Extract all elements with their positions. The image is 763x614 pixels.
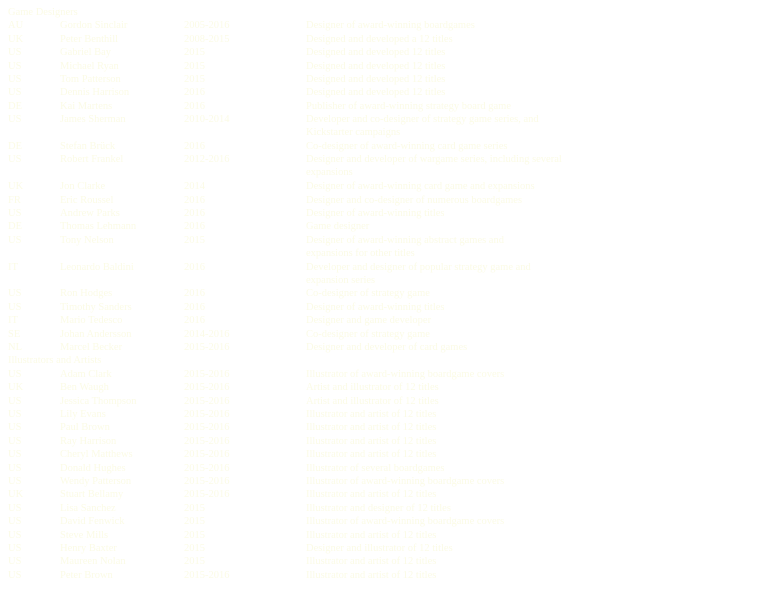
description-line: Designer and co-designer of numerous boardgames bbox=[306, 194, 523, 206]
list-item bbox=[0, 488, 763, 501]
country-code: UK bbox=[8, 181, 24, 193]
person-name: Donald Hughes bbox=[60, 462, 126, 474]
description-line: Designer of award-winning titles bbox=[306, 208, 445, 219]
person-name: Peter Brown bbox=[60, 569, 113, 581]
person-name: Eric Roussel bbox=[60, 194, 114, 206]
description bbox=[306, 100, 756, 113]
description bbox=[306, 341, 756, 354]
years-range: 2015-2016 bbox=[184, 422, 230, 434]
person-name: Adam Clark bbox=[60, 368, 112, 380]
years-range: 2016 bbox=[184, 208, 205, 219]
description bbox=[306, 314, 756, 327]
person-name: Andrew Parks bbox=[60, 208, 120, 219]
list-item bbox=[0, 301, 763, 314]
description-line: Designer of award-winning card game and expansions bbox=[306, 181, 535, 193]
person-name: Stefan Brück bbox=[60, 141, 116, 152]
country-code: IT bbox=[8, 315, 18, 327]
person-name: Paul Brown bbox=[60, 422, 110, 434]
list-item bbox=[0, 113, 763, 140]
country-code: US bbox=[8, 516, 22, 528]
country-code: FR bbox=[8, 194, 21, 206]
description bbox=[306, 395, 756, 408]
years-range: 2008-2015 bbox=[184, 33, 230, 45]
description-line: Developer and designer of popular strategy game and bbox=[306, 261, 531, 273]
list-item bbox=[0, 569, 763, 582]
country-code: US bbox=[8, 409, 22, 420]
description-line: Designed and developed 12 titles bbox=[306, 87, 446, 99]
years-range: 2015-2016 bbox=[184, 462, 230, 474]
description bbox=[306, 301, 756, 314]
description-line: Designer and game developer bbox=[306, 315, 432, 327]
person-name: Stuart Bellamy bbox=[60, 489, 124, 501]
description-line: Illustrator of award-winning boardgame covers bbox=[306, 516, 505, 528]
years-range: 2010-2014 bbox=[184, 114, 230, 126]
country-code: US bbox=[8, 234, 22, 246]
country-code: US bbox=[8, 154, 22, 166]
country-code: US bbox=[8, 74, 22, 85]
list-item bbox=[0, 60, 763, 73]
person-name: Dennis Harrison bbox=[60, 87, 130, 99]
description bbox=[306, 140, 756, 153]
person-name: Gabriel Bay bbox=[60, 47, 112, 59]
list-item bbox=[0, 314, 763, 327]
country-code: US bbox=[8, 556, 22, 568]
list-item bbox=[0, 153, 763, 180]
description-line: Illustrator and artist of 12 titles bbox=[306, 529, 437, 541]
person-name: Timothy Sanders bbox=[60, 301, 132, 313]
person-name: Peter Benthill bbox=[60, 33, 119, 45]
description bbox=[306, 33, 756, 46]
description-line: Publisher of award-winning strategy board game bbox=[306, 100, 511, 112]
years-range: 2016 bbox=[184, 301, 205, 313]
list-item bbox=[0, 207, 763, 220]
description-line: Co-designer of strategy game bbox=[306, 328, 430, 340]
description bbox=[306, 113, 756, 139]
description-line: Artist and illustrator of 12 titles bbox=[306, 395, 439, 407]
description-line: Illustrator and artist of 12 titles bbox=[306, 489, 437, 501]
years-range: 2015 bbox=[184, 234, 205, 246]
description bbox=[306, 569, 756, 582]
person-name: Ray Harrison bbox=[60, 435, 117, 447]
description-line: Game designer bbox=[306, 221, 370, 233]
description bbox=[306, 261, 756, 287]
years-range: 2015-2016 bbox=[184, 342, 230, 353]
list-item bbox=[0, 287, 763, 300]
person-name: Maureen Nolan bbox=[60, 556, 126, 568]
description bbox=[306, 19, 756, 32]
description-line: Designed and developed a 12 titles bbox=[306, 33, 453, 45]
years-range: 2015-2016 bbox=[184, 569, 230, 581]
description bbox=[306, 60, 756, 73]
list-item bbox=[0, 341, 763, 354]
description-line: Illustrator and artist of 12 titles bbox=[306, 449, 437, 461]
country-code: US bbox=[8, 87, 22, 99]
description-line: Designer and illustrator of 12 titles bbox=[306, 543, 453, 554]
description-line: Designer of award-winning abstract games and bbox=[306, 234, 504, 246]
description bbox=[306, 421, 756, 434]
years-range: 2016 bbox=[184, 141, 205, 152]
list-item bbox=[0, 86, 763, 99]
person-name: Jon Clarke bbox=[60, 181, 106, 193]
years-range: 2005-2016 bbox=[184, 20, 230, 32]
years-range: 2016 bbox=[184, 221, 205, 233]
list-item bbox=[0, 435, 763, 448]
description-line: Illustrator and designer of 12 titles bbox=[306, 502, 451, 514]
description-line: Illustrator and artist of 12 titles bbox=[306, 556, 437, 568]
years-range: 2015 bbox=[184, 47, 205, 59]
description bbox=[306, 542, 756, 555]
person-name: David Fenwick bbox=[60, 516, 125, 528]
person-name: Marcel Becker bbox=[60, 342, 123, 353]
description-line: Designer of award-winning boardgames bbox=[306, 20, 475, 32]
description-line: Illustrator of award-winning boardgame covers bbox=[306, 476, 505, 487]
description-line: Designer of award-winning titles bbox=[306, 301, 445, 313]
description bbox=[306, 207, 756, 220]
person-name: Tony Nelson bbox=[60, 234, 114, 246]
section-heading: Game Designers bbox=[8, 7, 78, 18]
description-line: expansions bbox=[306, 167, 353, 179]
list-item bbox=[0, 180, 763, 193]
person-name: Tom Patterson bbox=[60, 74, 121, 85]
description bbox=[306, 194, 756, 207]
country-code: US bbox=[8, 395, 22, 407]
description bbox=[306, 368, 756, 381]
country-code: US bbox=[8, 462, 22, 474]
description-line: Designer and developer of card games bbox=[306, 342, 468, 353]
description-line: expansions for other titles bbox=[306, 247, 415, 259]
list-item bbox=[0, 448, 763, 461]
list-item bbox=[0, 261, 763, 288]
description-line: Artist and illustrator of 12 titles bbox=[306, 382, 439, 394]
country-code: US bbox=[8, 449, 22, 461]
years-range: 2014 bbox=[184, 181, 205, 193]
country-code: DE bbox=[8, 100, 22, 112]
description bbox=[306, 86, 756, 99]
person-name: Jessica Thompson bbox=[60, 395, 137, 407]
description bbox=[306, 515, 756, 528]
list-item bbox=[0, 33, 763, 46]
person-name: Michael Ryan bbox=[60, 60, 119, 72]
person-name: Thomas Lehmann bbox=[60, 221, 137, 233]
description-line: Illustrator of award-winning boardgame covers bbox=[306, 368, 505, 380]
years-range: 2015-2016 bbox=[184, 409, 230, 420]
description-line: Designer and developer of wargame series, including several bbox=[306, 154, 562, 166]
list-item bbox=[0, 368, 763, 381]
country-code: US bbox=[8, 288, 22, 300]
description-line: Designed and developed 12 titles bbox=[306, 60, 446, 72]
country-code: IT bbox=[8, 261, 18, 273]
list-item bbox=[0, 19, 763, 32]
description bbox=[306, 488, 756, 501]
country-code: US bbox=[8, 476, 22, 487]
country-code: SE bbox=[8, 328, 21, 340]
country-code: US bbox=[8, 435, 22, 447]
description bbox=[306, 435, 756, 448]
description bbox=[306, 381, 756, 394]
description bbox=[306, 220, 756, 233]
country-code: US bbox=[8, 208, 22, 219]
country-code: US bbox=[8, 502, 22, 514]
person-name: Robert Frankel bbox=[60, 154, 124, 166]
years-range: 2015-2016 bbox=[184, 476, 230, 487]
description-line: Developer and co-designer of strategy game series, and bbox=[306, 114, 539, 126]
country-code: US bbox=[8, 529, 22, 541]
country-code: AU bbox=[8, 20, 24, 32]
person-name: Leonardo Baldini bbox=[60, 261, 134, 273]
years-range: 2015 bbox=[184, 516, 205, 528]
list-item bbox=[0, 46, 763, 59]
description-line: Co-designer of award-winning card game series bbox=[306, 141, 508, 152]
description-line: Illustrator and artist of 12 titles bbox=[306, 569, 437, 581]
list-item bbox=[0, 515, 763, 528]
country-code: NL bbox=[8, 342, 22, 353]
description-line: Kickstarter campaigns bbox=[306, 127, 401, 139]
country-code: UK bbox=[8, 33, 24, 45]
list-item bbox=[0, 395, 763, 408]
description-line: expansion series bbox=[306, 274, 376, 286]
country-code: US bbox=[8, 422, 22, 434]
person-name: Ben Waugh bbox=[60, 382, 109, 394]
list-item bbox=[0, 381, 763, 394]
years-range: 2012-2016 bbox=[184, 154, 230, 166]
country-code: DE bbox=[8, 141, 22, 152]
person-name: Johan Andersson bbox=[60, 328, 132, 340]
person-name: Henry Baxter bbox=[60, 543, 117, 554]
description bbox=[306, 153, 756, 179]
description bbox=[306, 502, 756, 515]
years-range: 2016 bbox=[184, 315, 205, 327]
years-range: 2016 bbox=[184, 288, 205, 300]
description-line: Illustrator and artist of 12 titles bbox=[306, 409, 437, 420]
section-heading: Illustrators and Artists bbox=[8, 355, 102, 367]
description-line: Illustrator and artist of 12 titles bbox=[306, 422, 437, 434]
description bbox=[306, 555, 756, 568]
description bbox=[306, 475, 756, 488]
years-range: 2015-2016 bbox=[184, 395, 230, 407]
country-code: US bbox=[8, 47, 22, 59]
list-item bbox=[0, 421, 763, 434]
description bbox=[306, 448, 756, 461]
years-range: 2014-2016 bbox=[184, 328, 230, 340]
description-line: Co-designer of strategy game bbox=[306, 288, 430, 300]
country-code: US bbox=[8, 569, 22, 581]
description bbox=[306, 328, 756, 341]
years-range: 2015 bbox=[184, 543, 205, 554]
person-name: Ron Hodges bbox=[60, 288, 113, 300]
list-item bbox=[0, 194, 763, 207]
country-code: US bbox=[8, 60, 22, 72]
person-name: Kai Martens bbox=[60, 100, 113, 112]
description-line: Illustrator of several boardgames bbox=[306, 462, 445, 474]
description bbox=[306, 234, 756, 260]
years-range: 2015-2016 bbox=[184, 382, 230, 394]
list-item bbox=[0, 234, 763, 261]
person-name: Steve Mills bbox=[60, 529, 109, 541]
years-range: 2015 bbox=[184, 502, 205, 514]
years-range: 2015 bbox=[184, 529, 205, 541]
description bbox=[306, 73, 756, 86]
country-code: UK bbox=[8, 489, 24, 501]
person-name: Cheryl Matthews bbox=[60, 449, 133, 461]
description-line: Designed and developed 12 titles bbox=[306, 47, 446, 59]
country-code: US bbox=[8, 543, 22, 554]
description bbox=[306, 462, 756, 475]
years-range: 2015-2016 bbox=[184, 449, 230, 461]
list-item bbox=[0, 73, 763, 86]
years-range: 2016 bbox=[184, 261, 205, 273]
country-code: UK bbox=[8, 382, 24, 394]
description bbox=[306, 180, 756, 193]
years-range: 2015-2016 bbox=[184, 435, 230, 447]
list-item bbox=[0, 100, 763, 113]
description-line: Designed and developed 12 titles bbox=[306, 74, 446, 85]
list-item bbox=[0, 475, 763, 488]
years-range: 2015 bbox=[184, 556, 205, 568]
list-item bbox=[0, 555, 763, 568]
description bbox=[306, 46, 756, 59]
list-item bbox=[0, 462, 763, 475]
person-name: Gordon Sinclair bbox=[60, 20, 128, 32]
description-line: Illustrator and artist of 12 titles bbox=[306, 435, 437, 447]
description bbox=[306, 408, 756, 421]
country-code: US bbox=[8, 114, 22, 126]
list-item bbox=[0, 140, 763, 153]
description bbox=[306, 529, 756, 542]
description bbox=[306, 287, 756, 300]
years-range: 2015-2016 bbox=[184, 368, 230, 380]
list-item bbox=[0, 220, 763, 233]
country-code: DE bbox=[8, 221, 22, 233]
person-name: Wendy Patterson bbox=[60, 476, 132, 487]
person-name: Lily Evans bbox=[60, 409, 106, 420]
years-range: 2016 bbox=[184, 87, 205, 99]
country-code: US bbox=[8, 301, 22, 313]
person-name: Mario Tedesco bbox=[60, 315, 123, 327]
list-item bbox=[0, 328, 763, 341]
list-item bbox=[0, 542, 763, 555]
years-range: 2016 bbox=[184, 194, 205, 206]
list-item bbox=[0, 408, 763, 421]
list-item bbox=[0, 529, 763, 542]
years-range: 2015-2016 bbox=[184, 489, 230, 501]
years-range: 2015 bbox=[184, 74, 205, 85]
years-range: 2016 bbox=[184, 100, 205, 112]
years-range: 2015 bbox=[184, 60, 205, 72]
person-name: James Sherman bbox=[60, 114, 126, 126]
country-code: US bbox=[8, 368, 22, 380]
list-item bbox=[0, 502, 763, 515]
person-name: Lisa Sanchez bbox=[60, 502, 116, 514]
